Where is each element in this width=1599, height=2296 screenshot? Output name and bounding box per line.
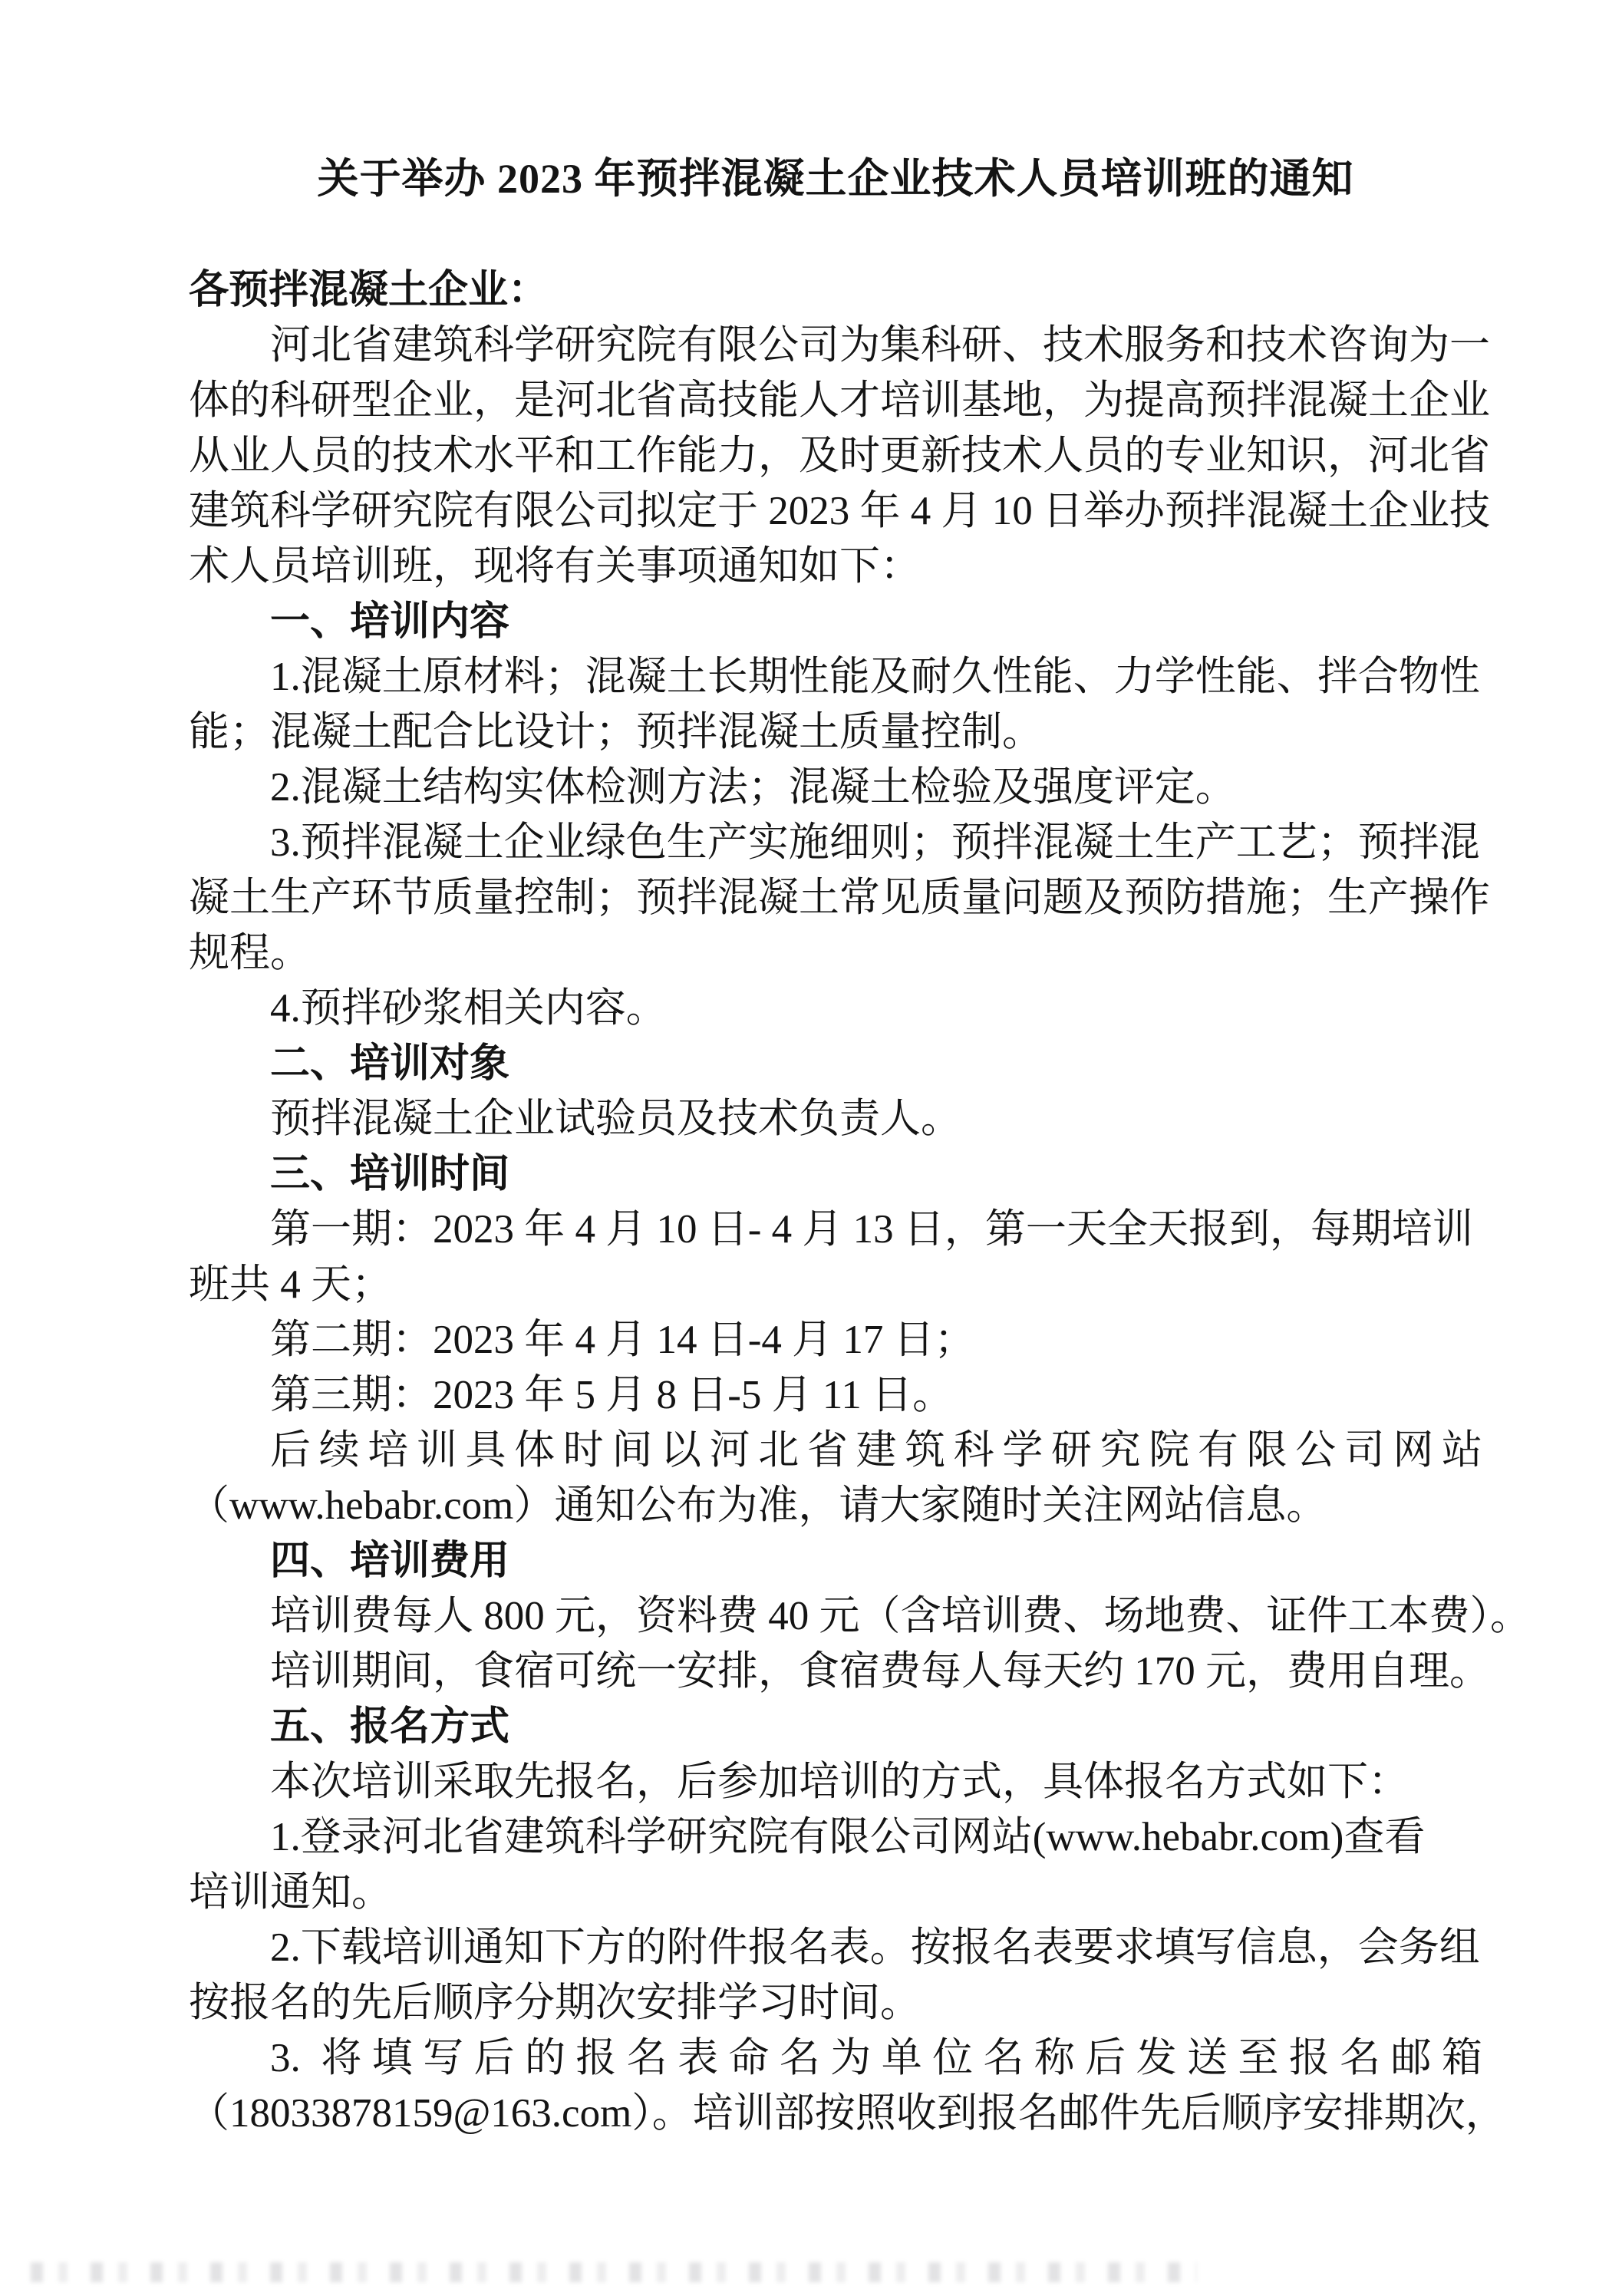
document-body	[189, 0, 1531, 2141]
text-line: 2.混凝土结构实体检测方法；混凝土检验及强度评定。	[270, 765, 1236, 810]
text-line: 3.预拌混凝土企业绿色生产实施细则；预拌混凝土生产工艺；预拌混	[270, 820, 1480, 865]
text-line: 本次培训采取先报名，后参加培训的方式，具体报名方式如下：	[270, 1760, 1409, 1804]
text-line: 建筑科学研究院有限公司拟定于 2023 年 4 月 10 日举办预拌混凝土企业技	[189, 489, 1490, 533]
page-bleed-through-artifact	[31, 2262, 1197, 2282]
section-heading-registration-method: 五、报名方式	[270, 1704, 510, 1749]
text-line: 凝土生产环节质量控制；预拌混凝土常见质量问题及预防措施；生产操作	[189, 876, 1490, 920]
text-line: 预拌混凝土企业试验员及技术负责人。	[270, 1097, 961, 1141]
text-line: （18033878159@163.com）。培训部按照收到报名邮件先后顺序安排期次，	[189, 2091, 1506, 2136]
text-line: 按报名的先后顺序分期次安排学习时间。	[189, 1981, 921, 2025]
text-line: 班共 4 天；	[189, 1262, 392, 1307]
section-heading-training-time: 三、培训时间	[270, 1152, 510, 1196]
text-line: 第三期：2023 年 5 月 8 日-5 月 11 日。	[270, 1373, 954, 1417]
section-heading-training-content: 一、培训内容	[270, 599, 510, 644]
text-line: 第一期：2023 年 4 月 10 日- 4 月 13 日，第一天全天报到，每期培训	[270, 1207, 1473, 1252]
text-line: 培训通知。	[189, 1870, 392, 1915]
section-heading-training-target: 二、培训对象	[270, 1041, 510, 1086]
text-line: （www.hebabr.com）通知公布为准，请大家随时关注网站信息。	[189, 1483, 1327, 1528]
text-line: 能；混凝土配合比设计；预拌混凝土质量控制。	[189, 710, 1043, 754]
section-heading-training-fee: 四、培训费用	[270, 1539, 510, 1583]
text-line: 规程。	[189, 931, 311, 975]
text-line: 1.混凝土原材料；混凝土长期性能及耐久性能、力学性能、拌合物性	[270, 655, 1480, 699]
text-line: 2.下载培训通知下方的附件报名表。按报名表要求填写信息，会务组	[270, 1925, 1480, 1970]
text-line: 从业人员的技术水平和工作能力，及时更新技术人员的专业知识，河北省	[189, 434, 1490, 478]
text-line: 1.登录河北省建筑科学研究院有限公司网站(www.hebabr.com)查看	[270, 1815, 1426, 1859]
text-line: 3. 将填写后的报名表命名为单位名称后发送至报名邮箱	[270, 2036, 1482, 2080]
text-line: 第二期：2023 年 4 月 14 日-4 月 17 日；	[270, 1318, 975, 1362]
salutation-line: 各预拌混凝土企业：	[189, 268, 549, 312]
text-line: 4.预拌砂浆相关内容。	[270, 986, 667, 1031]
text-line: 培训期间，食宿可统一安排，食宿费每人每天约 170 元，费用自理。	[270, 1649, 1490, 1694]
text-line: 后续培训具体时间以河北省建筑科学研究院有限公司网站	[270, 1428, 1482, 1473]
text-line: 体的科研型企业，是河北省高技能人才培训基地，为提高预拌混凝土企业	[189, 378, 1490, 423]
text-line: 河北省建筑科学研究院有限公司为集科研、技术服务和技术咨询为一	[270, 323, 1490, 368]
text-line: 术人员培训班，现将有关事项通知如下：	[189, 544, 921, 589]
notice-title: 关于举办 2023 年预拌混凝土企业技术人员培训班的通知	[317, 156, 1354, 202]
text-line: 培训费每人 800 元，资料费 40 元（含培训费、场地费、证件工本费）。	[270, 1594, 1531, 1638]
